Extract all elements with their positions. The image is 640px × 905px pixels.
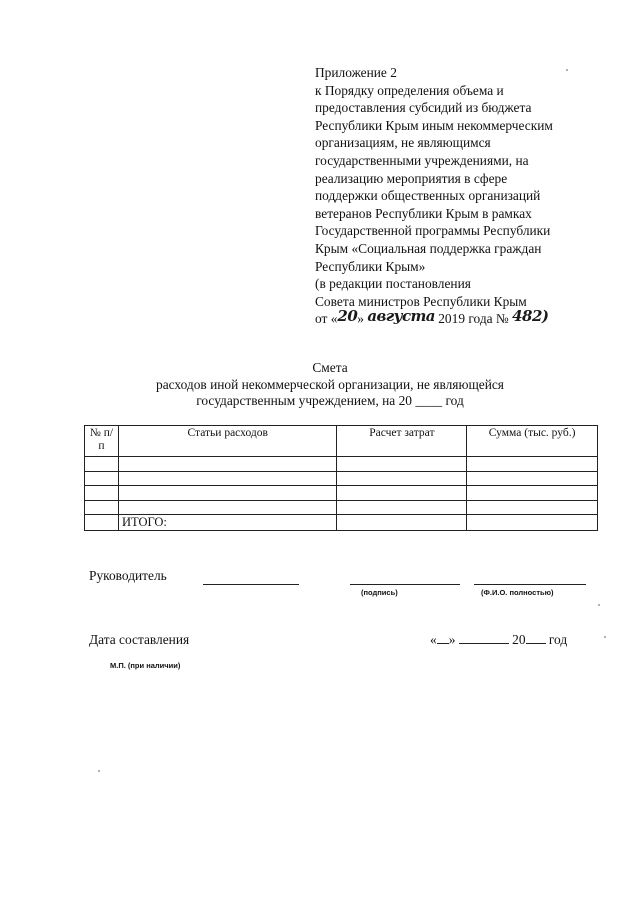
table-cell[interactable] xyxy=(467,515,598,531)
document-title xyxy=(100,360,560,410)
table-total-row xyxy=(85,515,598,531)
table-cell[interactable] xyxy=(467,471,598,486)
col-header-expense-items: Статьи расходов xyxy=(118,426,337,457)
handwritten-day: 20 xyxy=(337,307,358,326)
full-name-caption: (Ф.И.О. полностью) xyxy=(481,588,554,597)
header-line: предоставления субсидий из бюджета xyxy=(315,100,532,116)
table-cell[interactable] xyxy=(467,486,598,501)
table-cell[interactable] xyxy=(85,515,119,531)
total-label: ИТОГО: xyxy=(118,515,337,531)
day-blank[interactable] xyxy=(437,643,449,644)
table-cell[interactable] xyxy=(85,500,119,515)
header-line: Государственной программы Республики xyxy=(315,223,551,239)
head-label: Руководитель xyxy=(89,568,167,583)
title-line-1: Смета xyxy=(312,360,348,375)
table-cell[interactable] xyxy=(337,500,467,515)
signature-line[interactable] xyxy=(350,584,460,585)
table-cell[interactable] xyxy=(337,471,467,486)
header-line: поддержки общественных организаций xyxy=(315,188,541,204)
table-row xyxy=(85,471,598,486)
table-header-row xyxy=(85,426,598,457)
table-cell[interactable] xyxy=(118,471,337,486)
header-line: Совета министров Республики Крым xyxy=(315,293,527,309)
header-line: (в редакции постановления xyxy=(315,276,471,292)
closing-paren: ) xyxy=(541,307,549,326)
table-cell[interactable] xyxy=(85,471,119,486)
header-line: Крым «Социальная поддержка граждан xyxy=(315,240,542,256)
header-line: реализацию мероприятия в сфере xyxy=(315,170,508,186)
position-line[interactable] xyxy=(203,584,299,585)
handwritten-number: 482 xyxy=(512,307,542,326)
scan-speck xyxy=(98,770,100,772)
col-header-number: № п/п xyxy=(85,426,119,457)
title-line-2: расходов иной некоммерческой организации, не являющейся xyxy=(156,376,504,392)
scan-speck xyxy=(604,636,606,638)
date-compiled-field xyxy=(430,632,567,648)
scan-speck xyxy=(566,69,568,71)
close-quote: » xyxy=(448,632,456,647)
year-word: год xyxy=(548,632,568,647)
header-line: Республики Крым» xyxy=(315,258,426,274)
table-cell[interactable] xyxy=(467,500,598,515)
table-row xyxy=(85,500,598,515)
col-header-cost-calculation: Расчет затрат xyxy=(337,426,467,457)
open-quote: « xyxy=(430,632,437,647)
title-line-3: государственным учреждением, на 20 ____ год xyxy=(196,393,464,408)
date-prefix: от « xyxy=(315,311,338,327)
year-blank[interactable] xyxy=(526,643,546,644)
header-line: к Порядку определения объема и xyxy=(315,82,504,98)
resolution-date-line xyxy=(315,307,615,328)
scan-speck xyxy=(598,604,600,606)
table-row xyxy=(85,486,598,501)
signature-caption: (подпись) xyxy=(361,588,398,597)
handwritten-month: августа xyxy=(367,307,435,326)
table-cell[interactable] xyxy=(337,486,467,501)
header-line: Приложение 2 xyxy=(315,65,397,80)
date-compiled-label: Дата составления xyxy=(89,632,190,647)
header-line: государственными учреждениями, на xyxy=(315,152,529,168)
table-cell[interactable] xyxy=(337,515,467,531)
table-cell[interactable] xyxy=(118,457,337,472)
stamp-note: М.П. (при наличии) xyxy=(110,661,181,670)
estimate-table xyxy=(84,425,598,531)
month-blank[interactable] xyxy=(459,643,509,644)
table-cell[interactable] xyxy=(85,486,119,501)
header-line: организациям, не являющимся xyxy=(315,135,491,151)
date-quote-close: » xyxy=(357,311,364,327)
date-year: 2019 года № xyxy=(438,311,509,327)
table-row xyxy=(85,457,598,472)
table-cell[interactable] xyxy=(118,486,337,501)
table-cell[interactable] xyxy=(85,457,119,472)
table-cell[interactable] xyxy=(118,500,337,515)
header-line: ветеранов Республики Крым в рамках xyxy=(315,205,532,221)
appendix-header xyxy=(315,64,615,328)
table-cell[interactable] xyxy=(337,457,467,472)
century: 20 xyxy=(512,632,526,647)
full-name-line[interactable] xyxy=(474,584,586,585)
table-cell[interactable] xyxy=(467,457,598,472)
col-header-amount: Сумма (тыс. руб.) xyxy=(467,426,598,457)
header-line: Республики Крым иным некоммерческим xyxy=(315,117,553,133)
